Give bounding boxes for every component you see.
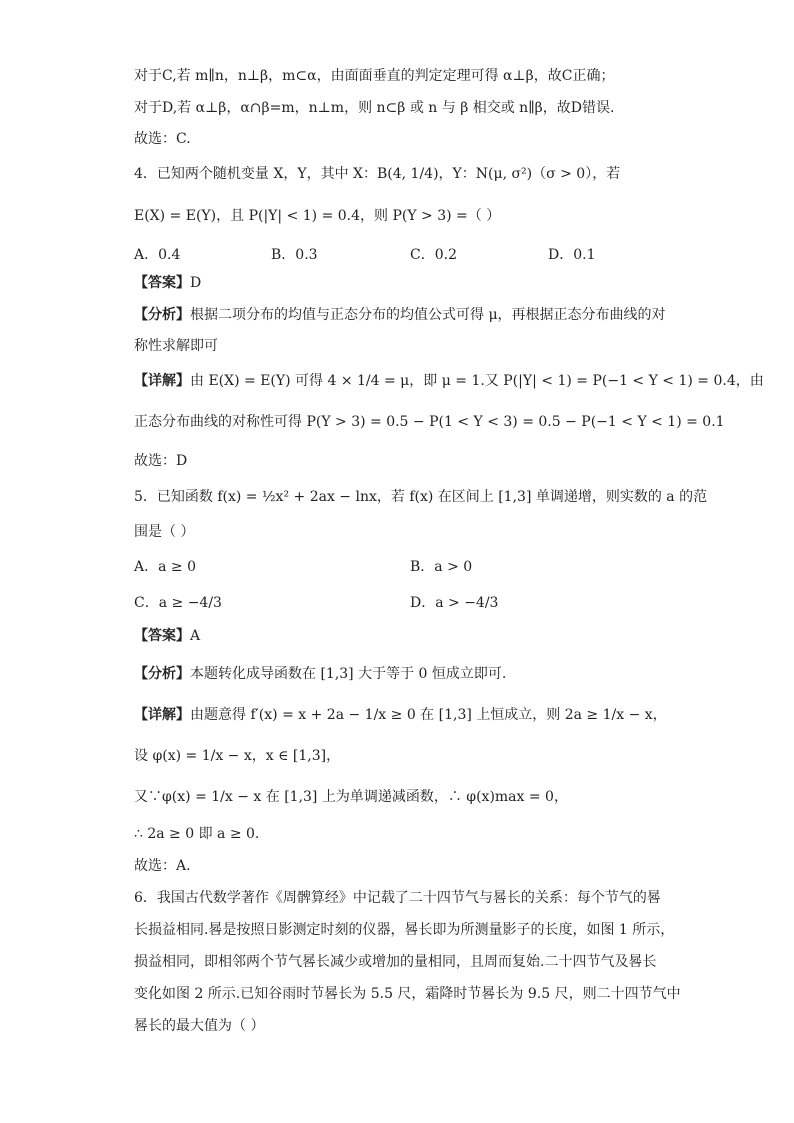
option-d: D．a > −4/3 bbox=[410, 595, 499, 611]
analysis-line bbox=[134, 666, 506, 683]
text-line: 故选：A. bbox=[134, 858, 191, 874]
option-c: C．0.2 bbox=[410, 247, 457, 263]
option-a: A．a ≥ 0 bbox=[134, 559, 196, 575]
text-line: ∴ 2a ≥ 0 即 a ≥ 0. bbox=[134, 826, 260, 842]
detail-text: 由 E(X) = E(Y) 可得 4 × 1/4 = μ，即 μ = 1.又 P(|Y| < 1) = P(−1 < Y < 1) = 0.4，由 bbox=[190, 373, 764, 389]
option-a: A．0.4 bbox=[134, 247, 181, 263]
text-line: 设 φ(x) = 1/x − x，x ∈ [1,3]， bbox=[134, 748, 341, 764]
analysis-tag: 【分析】 bbox=[134, 307, 190, 323]
option-d: D．0.1 bbox=[548, 247, 596, 263]
answer-line bbox=[134, 628, 200, 645]
option-b: B．0.3 bbox=[271, 247, 318, 263]
question-4-stem: 4．已知两个随机变量 X，Y，其中 X：B(4, 1/4)，Y：N(μ, σ²)（σ > 0），若 bbox=[134, 166, 621, 182]
question-6-stem: 晷长的最大值为（ ） bbox=[134, 1018, 265, 1034]
analysis-text: 根据二项分布的均值与正态分布的均值公式可得 μ，再根据正态分布曲线的对 bbox=[190, 307, 666, 323]
question-5-stem: 5．已知函数 f(x) = ½x² + 2ax − lnx，若 f(x) 在区间上 [1,3] 单调递增，则实数的 a 的范 bbox=[134, 489, 708, 505]
detail-tag: 【详解】 bbox=[134, 707, 190, 723]
text-line: 对于C,若 m∥n，n⊥β，m⊂α，由面面垂直的判定定理可得 α⊥β，故C正确； bbox=[134, 68, 615, 84]
text-line: 称性求解即可 bbox=[134, 338, 218, 354]
text-line: 故选：D bbox=[134, 453, 188, 469]
question-6-stem: 长损益相同.晷是按照日影测定时刻的仪器，晷长即为所测量影子的长度，如图 1 所示， bbox=[134, 922, 675, 938]
text-line: 故选：C. bbox=[134, 131, 191, 147]
question-4-stem: E(X) = E(Y)，且 P(|Y| < 1) = 0.4，则 P(Y > 3) =（ ） bbox=[134, 208, 501, 224]
analysis-tag: 【分析】 bbox=[134, 666, 190, 682]
option-b: B．a > 0 bbox=[410, 559, 473, 575]
answer-tag: 【答案】 bbox=[134, 628, 190, 644]
detail-text: 由题意得 f′(x) = x + 2a − 1/x ≥ 0 在 [1,3] 上恒成立，则 2a ≥ 1/x − x， bbox=[190, 707, 667, 723]
text-line: 正态分布曲线的对称性可得 P(Y > 3) = 0.5 − P(1 < Y < 3) = 0.5 − P(−1 < Y < 1) = 0.1 bbox=[134, 414, 725, 430]
question-6-stem: 损益相同，即相邻两个节气晷长减少或增加的量相同，且周而复始.二十四节气及晷长 bbox=[134, 954, 657, 970]
option-c: C．a ≥ −4/3 bbox=[134, 595, 222, 611]
answer-tag: 【答案】 bbox=[134, 275, 190, 291]
analysis-text: 本题转化成导函数在 [1,3] 大于等于 0 恒成立即可. bbox=[190, 666, 507, 682]
text-line: 又∵φ(x) = 1/x − x 在 [1,3] 上为单调递减函数，∴ φ(x)max = 0， bbox=[134, 789, 568, 805]
detail-line bbox=[134, 373, 764, 390]
question-6-stem: 6．我国古代数学著作《周髀算经》中记载了二十四节气与晷长的关系：每个节气的晷 bbox=[134, 890, 661, 906]
answer-value: D bbox=[190, 275, 202, 291]
detail-line bbox=[134, 707, 667, 724]
answer-value: A bbox=[190, 628, 201, 644]
detail-tag: 【详解】 bbox=[134, 373, 190, 389]
text-line: 对于D,若 α⊥β，α∩β=m，n⊥m，则 n⊂β 或 n 与 β 相交或 n∥β，故D错误. bbox=[134, 100, 615, 116]
answer-line bbox=[134, 275, 201, 292]
analysis-line bbox=[134, 307, 666, 324]
question-6-stem: 变化如图 2 所示.已知谷雨时节晷长为 5.5 尺，霜降时节晷长为 9.5 尺，则二十四节气中 bbox=[134, 986, 681, 1002]
question-5-stem: 围是（ ） bbox=[134, 524, 195, 540]
